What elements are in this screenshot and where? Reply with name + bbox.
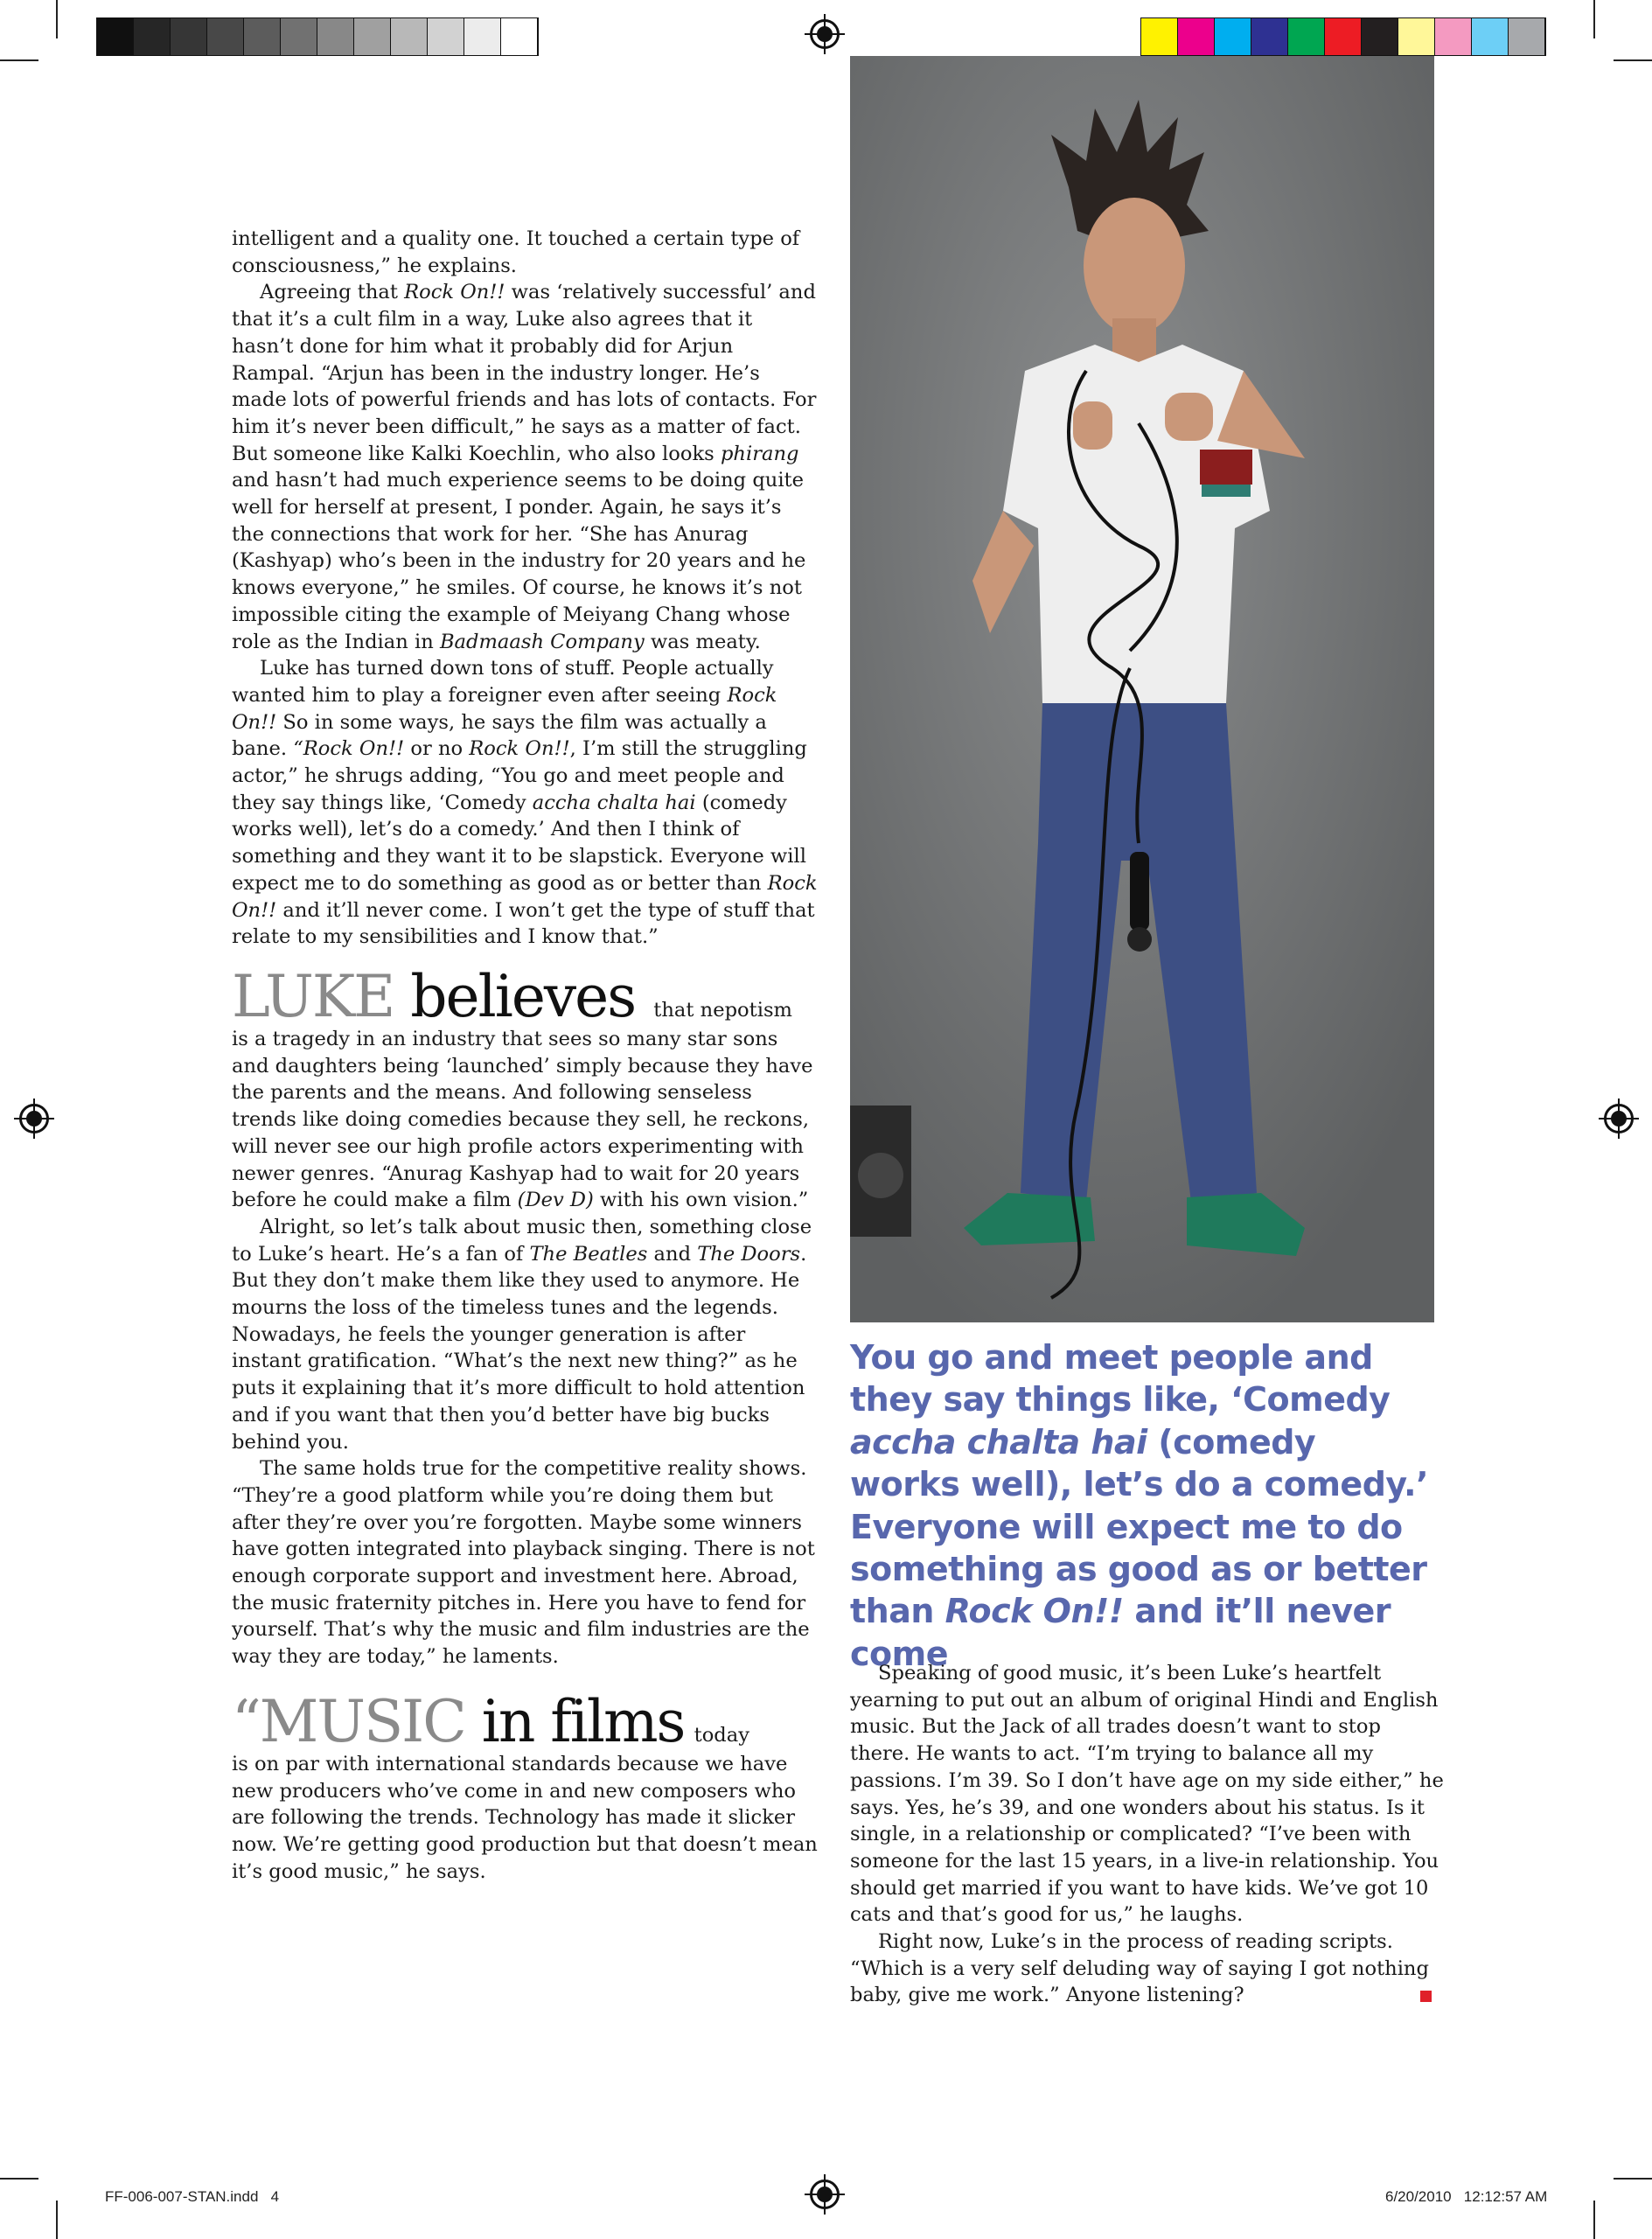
- text-run: . But they don’t make them like they used to anymore. He mourns the loss of the timeless tunes and the legends. Nowadays, he feels the younger generation is after instant gratification. “What’s the next new thing?” as he puts it explaining that it’s more difficult to hold attention and if you want that then you’d better have big bucks behind you.: [232, 1242, 807, 1454]
- gray-swatch: [244, 18, 281, 55]
- text-run: was meaty.: [644, 630, 761, 653]
- text-run: and it’ll never come: [850, 1592, 1391, 1673]
- italic-text: Rock On!!: [232, 871, 818, 922]
- drop-heading-light: “MUSIC: [232, 1687, 465, 1755]
- color-swatch: [1178, 18, 1215, 55]
- text-run: and it’ll never come. I won’t get the type of stuff that relate to my sensibilities and I know that.”: [232, 898, 815, 949]
- color-calibration-bar: [1140, 17, 1546, 56]
- text-run: and: [647, 1242, 698, 1266]
- text-run: You go and meet people and they say things like, ‘Comedy: [850, 1338, 1391, 1419]
- italic-text: accha chalta hai: [532, 791, 696, 814]
- article-body-top: [232, 226, 819, 951]
- text-run: and hasn’t had much experience seems to be doing quite well for herself at present, I ponder. Again, he says it’s the connections that work for her. “She has Anurag (Kashyap) who’s been in the industry for 20 years and he knows everyone,” he smiles. Of course, he knows it’s not impossible citing the example of Meiyang Chang whose role as the Indian in: [232, 469, 806, 653]
- text-run: (comedy works well), let’s do a comedy.’ Everyone will expect me to do something as good as or better than: [850, 1422, 1429, 1631]
- body-paragraph: [232, 279, 819, 655]
- gray-swatch: [354, 18, 391, 55]
- text-run: is on par with international standards because we have new producers who’ve come in and new composers who are following the trends. Technology has made it slicker now. We’re getting good production but that doesn’t mean it’s good music,” he says.: [232, 1752, 818, 1883]
- crop-mark: [1614, 59, 1652, 61]
- color-swatch: [1509, 18, 1545, 55]
- body-paragraph: [232, 226, 819, 279]
- crop-mark: [56, 2201, 58, 2239]
- gray-swatch: [501, 18, 538, 55]
- italic-text: The Doors: [697, 1242, 801, 1266]
- drop-heading-luke: [232, 962, 819, 1030]
- text-run: , I’m still the struggling actor,” he shrugs adding, “You go and meet people and they say things like, ‘Comedy: [232, 737, 807, 814]
- text-run: Luke has turned down tons of stuff. People actually wanted him to play a foreigner even after seeing: [232, 657, 774, 707]
- text-run: Agreeing that: [260, 281, 405, 304]
- color-swatch: [1472, 18, 1509, 55]
- italic-text: Badmaash Company: [439, 630, 645, 653]
- gray-swatch: [391, 18, 428, 55]
- text-run: with his own vision.”: [593, 1189, 809, 1212]
- gray-swatch: [428, 18, 464, 55]
- drop-heading-runin: that nepotism: [653, 998, 792, 1022]
- gray-swatch: [97, 18, 134, 55]
- article-body-bottom: [232, 1751, 819, 1886]
- body-paragraph: [850, 1929, 1445, 2009]
- text-run: (comedy works well), let’s do a comedy.’ And then I think of something and they want it to be slapstick. Everyone will expect me to do something as good as or better than: [232, 791, 806, 895]
- gray-swatch: [281, 18, 317, 55]
- color-swatch: [1215, 18, 1251, 55]
- crop-mark: [1593, 2201, 1595, 2239]
- man-with-microphone-illustration: [850, 56, 1434, 1322]
- drop-heading-dark: in films: [464, 1687, 685, 1755]
- text-run: The same holds true for the competitive reality shows. “They’re a good platform while you’re doing them but after they’re over you’re forgotten. Maybe some winners have gotten integrated into playback singing. There is not enough corporate support and investment here. Abroad, the music fraternity pitches in. Here you have to fend for yourself. That’s why the music and film industries are the way they are today,” he laments.: [232, 1457, 815, 1669]
- italic-text: Rock On!!: [232, 683, 777, 734]
- file-slug: FF-006-007-STAN.indd 4: [105, 2188, 280, 2205]
- color-swatch: [1435, 18, 1472, 55]
- registration-mark-icon: [810, 19, 840, 49]
- registration-mark-icon: [810, 2180, 840, 2209]
- italic-text: “Rock On!!: [293, 737, 405, 761]
- grayscale-calibration-bar: [96, 17, 539, 56]
- drop-heading-music: [232, 1687, 819, 1755]
- body-paragraph: [232, 1455, 819, 1671]
- article-body-middle: [232, 1026, 819, 1671]
- body-paragraph: [232, 1026, 819, 1214]
- pull-quote: [850, 1336, 1436, 1675]
- body-paragraph: [232, 1214, 819, 1455]
- drop-heading-dark: believes: [394, 962, 636, 1030]
- registration-mark-icon: [1604, 1104, 1634, 1133]
- italic-text: Rock On!!: [944, 1592, 1124, 1631]
- body-paragraph: [232, 1751, 819, 1886]
- right-column: [850, 1660, 1445, 2009]
- italic-text: (Dev D): [517, 1189, 594, 1212]
- italic-text: The Beatles: [529, 1242, 648, 1266]
- gray-swatch: [207, 18, 244, 55]
- crop-mark: [1614, 2178, 1652, 2180]
- italic-text: accha chalta hai: [850, 1422, 1147, 1461]
- left-column: [232, 226, 819, 1885]
- gray-swatch: [464, 18, 501, 55]
- text-run: Right now, Luke’s in the process of reading scripts. “Which is a very self deluding way of saying I got nothing baby, give me work.” Anyone listening?: [850, 1930, 1429, 2007]
- gray-swatch: [134, 18, 171, 55]
- print-timestamp: 6/20/2010 12:12:57 AM: [1385, 2188, 1548, 2205]
- crop-mark: [1593, 0, 1595, 38]
- color-swatch: [1251, 18, 1288, 55]
- crop-mark: [0, 2178, 38, 2180]
- drop-heading-light: LUKE: [232, 962, 394, 1030]
- italic-text: Rock On!!: [404, 281, 505, 304]
- gray-swatch: [171, 18, 207, 55]
- color-swatch: [1325, 18, 1362, 55]
- crop-mark: [0, 59, 38, 61]
- drop-heading-runin: today: [694, 1723, 749, 1747]
- text-run: was ‘relatively successful’ and that it’s a cult film in a way, Luke also agrees that it hasn’t done for him what it probably did for Arjun Rampal. “Arjun has been in the industry longer. He’s made lots of powerful friends and has lots of contacts. For him it’s never been difficult,” he says as a matter of fact. But someone like Kalki Koechlin, who also looks: [232, 281, 817, 465]
- portrait-photo: [850, 56, 1434, 1322]
- color-swatch: [1398, 18, 1435, 55]
- color-swatch: [1362, 18, 1398, 55]
- text-run: So in some ways, he says the film was actually a bane.: [232, 710, 767, 761]
- end-of-article-mark: [1420, 1991, 1432, 2002]
- italic-text: Rock On!!: [469, 737, 570, 761]
- text-run: is a tragedy in an industry that sees so many star sons and daughters being ‘launched’ simply because they have the parents and the means. And following senseless trends like doing comedies because they sell, he reckons, will never see our high profile actors experimenting with newer genres. “Anurag Kashyap had to wait for 20 years before he could make a film: [232, 1027, 813, 1212]
- text-run: or no: [404, 737, 470, 761]
- text-run: Alright, so let’s talk about music then, something close to Luke’s heart. He’s a fan of: [232, 1215, 812, 1266]
- color-swatch: [1141, 18, 1178, 55]
- crop-mark: [56, 0, 58, 38]
- gray-swatch: [317, 18, 354, 55]
- body-paragraph: [232, 655, 819, 951]
- text-run: intelligent and a quality one. It touched a certain type of consciousness,” he explains.: [232, 227, 800, 277]
- text-run: Speaking of good music, it’s been Luke’s heartfelt yearning to put out an album of original Hindi and English music. But the Jack of all trades doesn’t want to stop there. He wants to act. “I’m trying to balance all my passions. I’m 39. So I don’t have age on my side either,” he says. Yes, he’s 39, and one wonders about his status. Is it single, in a relationship or complicated? “I’ve been with someone for the last 15 years, in a live-in relationship. You should get married if you want to have kids. We’ve got 10 cats and that’s good for us,” he laughs.: [850, 1662, 1444, 1927]
- body-paragraph: [850, 1660, 1445, 1929]
- italic-text: phirang: [720, 442, 799, 465]
- registration-mark-icon: [19, 1104, 49, 1133]
- color-swatch: [1288, 18, 1325, 55]
